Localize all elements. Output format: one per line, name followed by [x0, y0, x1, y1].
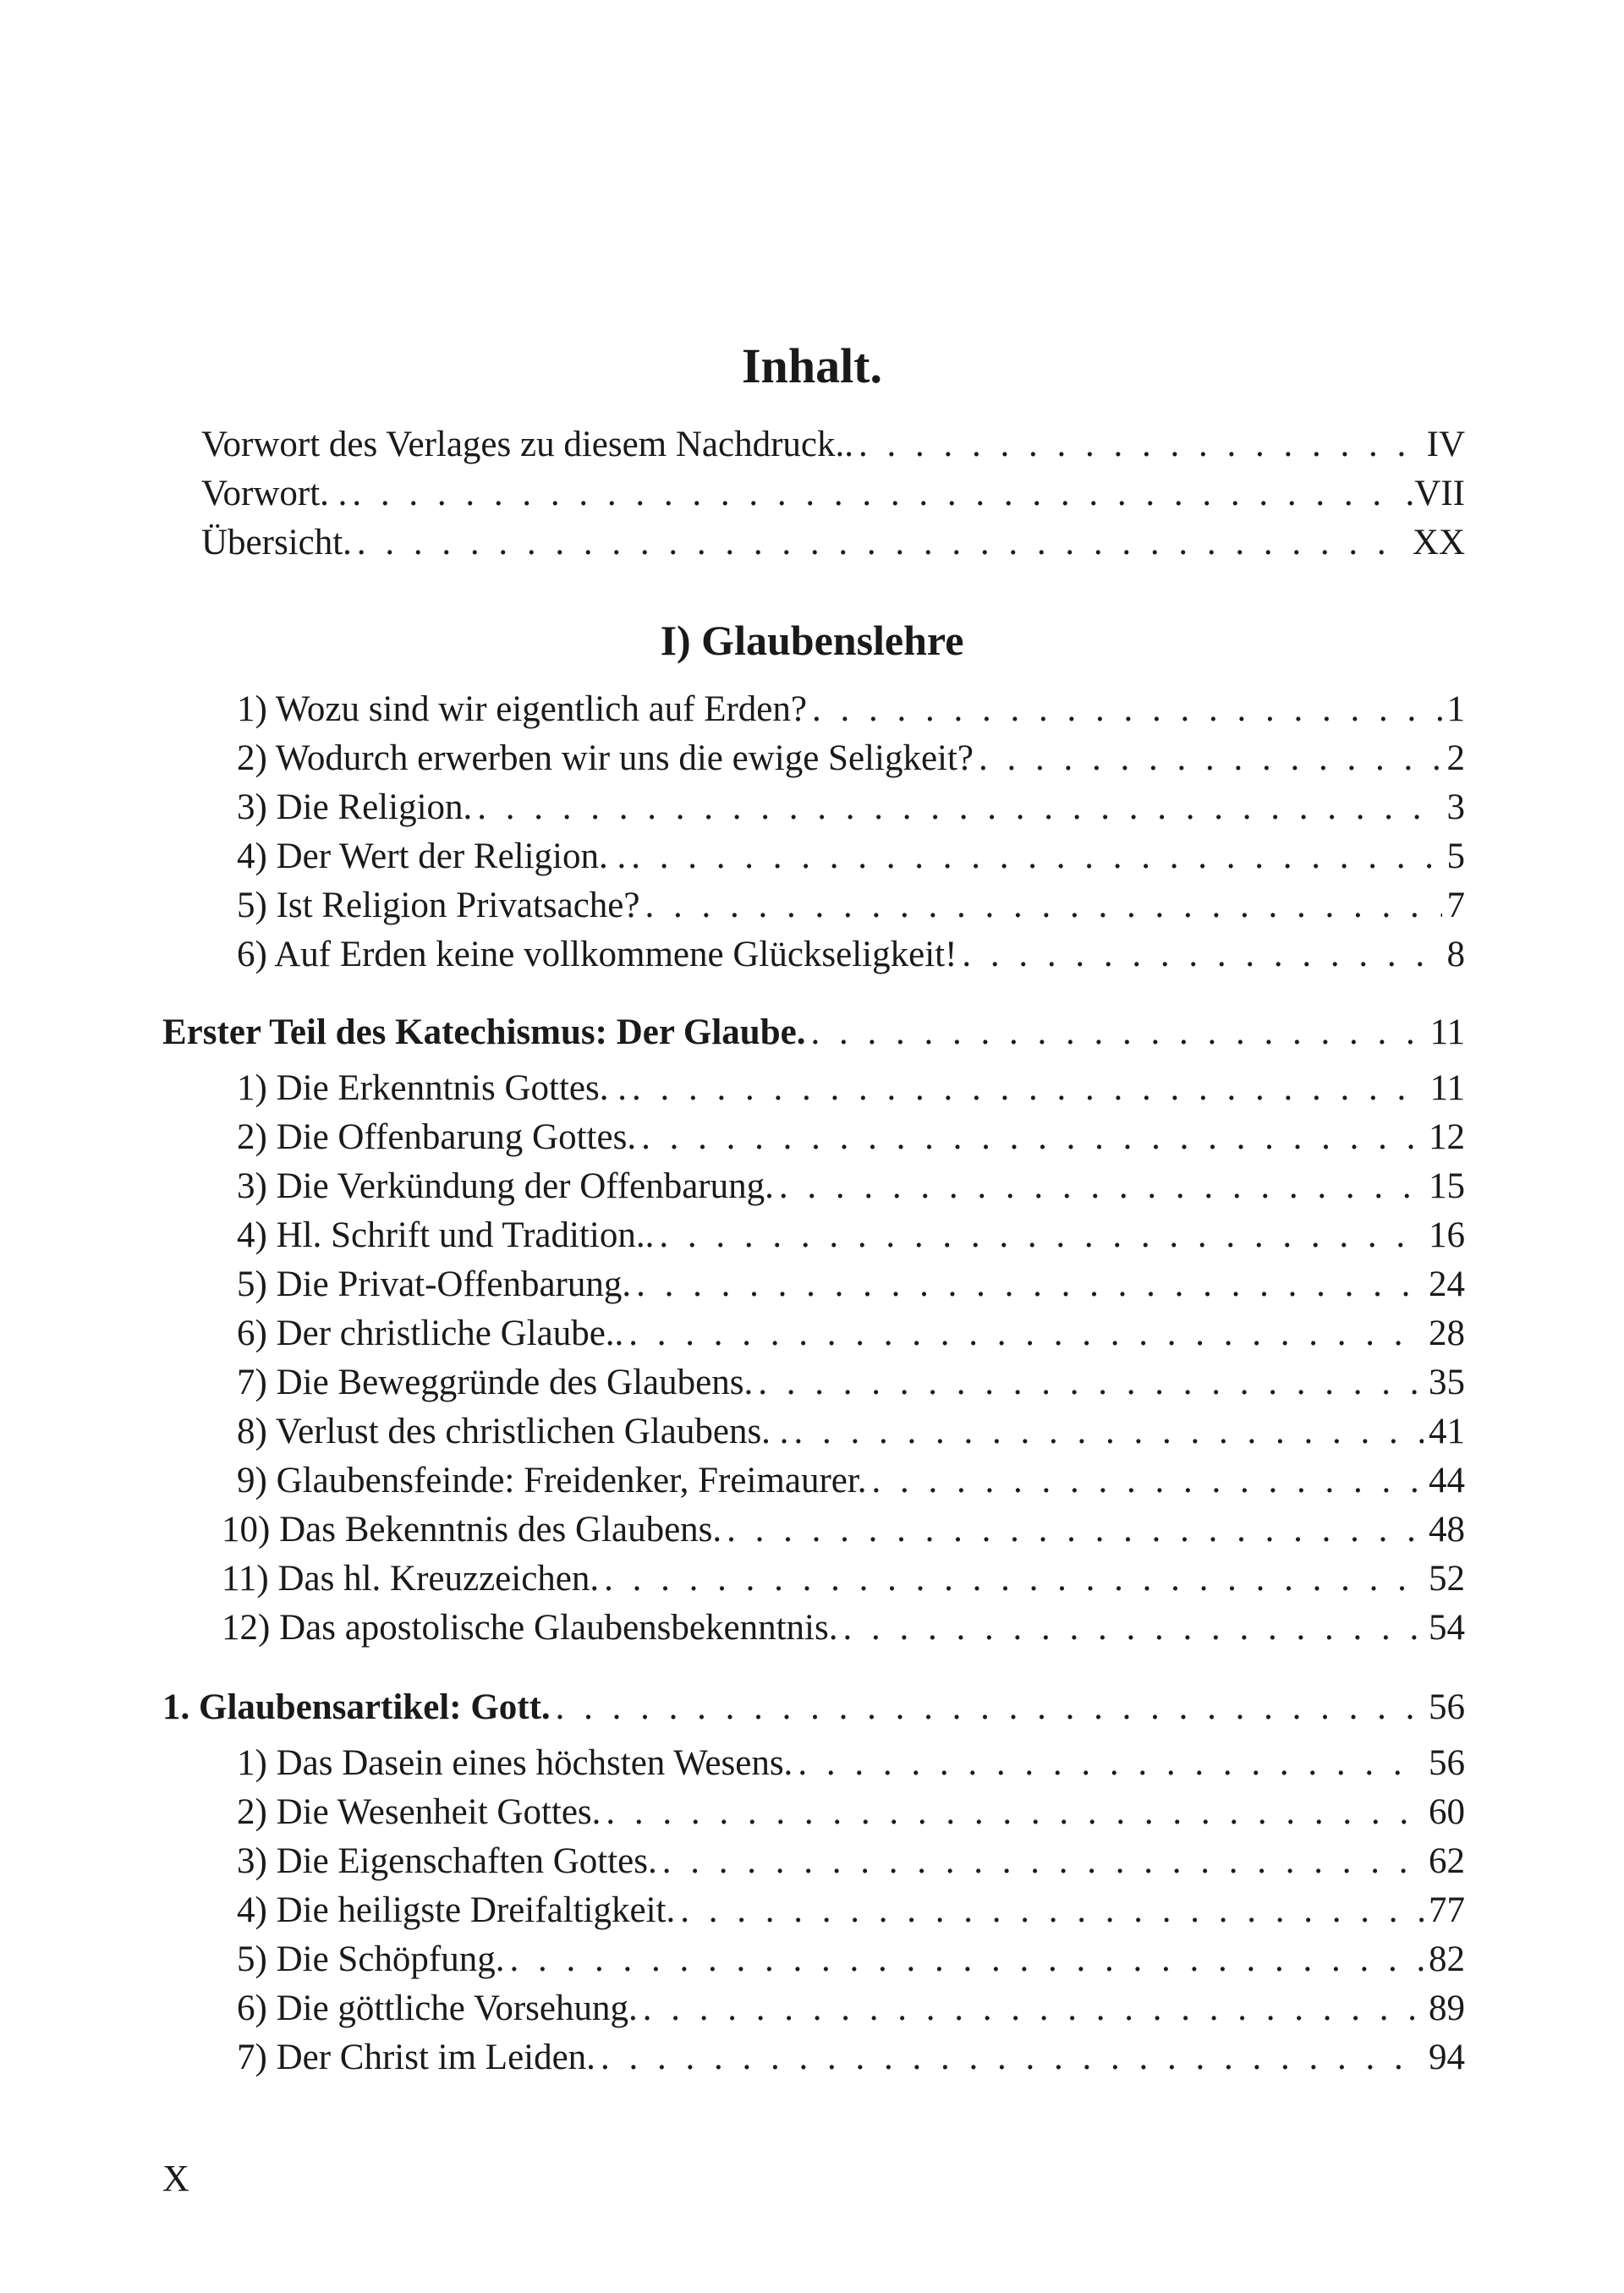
toc-entry-page: 5	[1446, 837, 1465, 876]
toc-heading-page: 11	[1429, 1012, 1465, 1052]
toc-entry	[237, 1211, 1465, 1260]
toc-entry-page: 24	[1429, 1264, 1465, 1304]
dot-leader	[632, 1064, 1425, 1113]
toc-entry	[237, 1984, 1465, 2033]
dot-leader	[680, 1886, 1424, 1935]
toc-entry-label: 2) Wodurch erwerben wir uns die ewige Seligkeit?	[237, 738, 974, 778]
page-title: Inhalt.	[741, 338, 882, 393]
toc-entry-page: 12	[1429, 1117, 1465, 1157]
toc-entry	[237, 930, 1465, 979]
toc-entry-page: IV	[1426, 425, 1465, 464]
dot-leader	[727, 1506, 1424, 1555]
dot-leader	[659, 1211, 1424, 1260]
toc-entry-label: 3) Die Eigenschaften Gottes.	[237, 1841, 657, 1881]
toc-entry-page: 1	[1446, 689, 1465, 729]
dot-leader	[962, 930, 1441, 979]
toc-entry	[237, 1886, 1465, 1935]
dot-leader	[872, 1456, 1424, 1506]
toc-entry-front-matter	[201, 469, 1465, 518]
toc-entry-page: 7	[1446, 886, 1465, 925]
dot-leader	[631, 832, 1441, 881]
dot-leader	[357, 518, 1407, 568]
toc-heading-label: Erster Teil des Katechismus: Der Glaube.	[162, 1012, 806, 1052]
toc-entry-page: 60	[1429, 1792, 1465, 1832]
toc-heading-label: 1. Glaubensartikel: Gott.	[162, 1687, 551, 1727]
dot-leader	[606, 1788, 1424, 1837]
toc-entry-label: 3) Die Verkündung der Offenbarung.	[237, 1166, 774, 1206]
toc-entry	[237, 2033, 1465, 2082]
toc-entry	[222, 1555, 1465, 1604]
toc-entry-label: 9) Glaubensfeinde: Freidenker, Freimaurer.	[237, 1461, 867, 1500]
toc-entry-page: 54	[1429, 1608, 1465, 1648]
toc-entry-page: 94	[1429, 2038, 1465, 2077]
toc-entry	[237, 685, 1465, 734]
dot-leader	[556, 1683, 1424, 1732]
toc-entry-label: Vorwort des Verlages zu diesem Nachdruck..	[201, 425, 853, 464]
toc-entry-page: 41	[1429, 1412, 1465, 1451]
toc-entry-label: 4) Die heiligste Dreifaltigkeit.	[237, 1890, 676, 1930]
toc-article-heading	[162, 1683, 1465, 1732]
dot-leader	[601, 2033, 1424, 2082]
toc-entry-page: .VII	[1405, 474, 1465, 513]
toc-entry-page: 11	[1429, 1068, 1465, 1108]
dot-leader	[645, 881, 1441, 930]
dot-leader	[636, 1260, 1424, 1309]
toc-entry	[237, 1407, 1465, 1456]
toc-entry-page: 82	[1429, 1939, 1465, 1979]
dot-leader	[842, 1604, 1424, 1653]
dot-leader	[509, 1935, 1424, 1984]
toc-entry	[237, 1788, 1465, 1837]
toc-entry	[237, 1309, 1465, 1358]
toc-entry-label: 3) Die Religion.	[237, 787, 473, 827]
toc-entry-label: 8) Verlust des christlichen Glaubens. .	[237, 1412, 789, 1451]
toc-entry-label: 2) Die Offenbarung Gottes.	[237, 1117, 637, 1157]
dot-leader	[812, 685, 1442, 734]
toc-entry-label: 4) Hl. Schrift und Tradition..	[237, 1215, 655, 1255]
toc-entry-page: XX	[1412, 523, 1465, 562]
toc-entry-label: 5) Die Privat-Offenbarung.	[237, 1264, 632, 1304]
toc-heading-page: 56	[1429, 1687, 1465, 1727]
dot-leader	[859, 420, 1422, 469]
toc-entry-label: 7) Der Christ im Leiden.	[237, 2038, 595, 2077]
toc-entry-label: 6) Die göttliche Vorsehung.	[237, 1989, 638, 2028]
toc-entry	[237, 734, 1465, 783]
toc-entry	[237, 1935, 1465, 1984]
dot-leader	[628, 1309, 1424, 1358]
toc-entry-label: 10) Das Bekenntnis des Glaubens.	[222, 1510, 722, 1550]
toc-entry-label: 1) Wozu sind wir eigentlich auf Erden?	[237, 689, 807, 729]
dot-leader	[604, 1555, 1424, 1604]
section-title: I) Glaubenslehre	[660, 617, 964, 664]
toc-entry-page: 8	[1446, 935, 1465, 974]
toc-entry-page: 77	[1429, 1890, 1465, 1930]
dot-leader	[779, 1162, 1424, 1211]
toc-entry-label: 1) Die Erkenntnis Gottes. .	[237, 1068, 627, 1108]
toc-entry-page: 35	[1429, 1363, 1465, 1402]
toc-entry	[237, 1162, 1465, 1211]
toc-entry-page: 48	[1429, 1510, 1465, 1550]
toc-entry	[237, 1113, 1465, 1162]
toc-entry	[237, 1358, 1465, 1407]
toc-entry-label: Übersicht.	[201, 523, 352, 562]
toc-entry-label: 6) Auf Erden keine vollkommene Glückseligkeit!	[237, 935, 957, 974]
toc-entry	[237, 1260, 1465, 1309]
dot-leader	[641, 1113, 1424, 1162]
toc-entry-page: 28	[1429, 1314, 1465, 1353]
toc-entry-front-matter	[201, 420, 1465, 469]
toc-entry	[237, 832, 1465, 881]
toc-entry-page: 62	[1429, 1841, 1465, 1881]
toc-entry-label: 5) Ist Religion Privatsache?	[237, 886, 640, 925]
toc-entry-label: 7) Die Beweggründe des Glaubens.	[237, 1363, 754, 1402]
dot-leader	[793, 1407, 1424, 1456]
dot-leader	[643, 1984, 1424, 2033]
toc-part-heading	[162, 1008, 1465, 1057]
dot-leader	[662, 1837, 1424, 1886]
toc-entry-label: 4) Der Wert der Religion. .	[237, 837, 627, 876]
toc-entry	[237, 881, 1465, 930]
toc-entry-label: 11) Das hl. Kreuzzeichen.	[222, 1559, 600, 1599]
toc-entry	[222, 1604, 1465, 1653]
toc-entry-label: 5) Die Schöpfung.	[237, 1939, 505, 1979]
toc-entry-label: 6) Der christliche Glaube..	[237, 1314, 624, 1353]
toc-entry	[237, 1064, 1465, 1113]
dot-leader	[477, 783, 1441, 832]
toc-entry	[237, 1739, 1465, 1788]
page-number: X	[162, 2158, 189, 2199]
toc-entry-front-matter	[201, 518, 1465, 568]
toc-entry-page: 56	[1429, 1743, 1465, 1783]
toc-entry	[222, 1506, 1465, 1555]
toc-entry	[237, 1837, 1465, 1886]
toc-entry	[237, 783, 1465, 832]
toc-entry-label: 2) Die Wesenheit Gottes.	[237, 1792, 601, 1832]
toc-entry-label: Vorwort. .	[201, 474, 348, 513]
dot-leader	[979, 734, 1441, 783]
dot-leader	[352, 469, 1400, 518]
toc-entry-page: 44	[1429, 1461, 1465, 1500]
dot-leader	[758, 1358, 1424, 1407]
dot-leader	[798, 1739, 1424, 1788]
toc-entry-page: 2	[1446, 738, 1465, 778]
toc-entry-page: 16	[1429, 1215, 1465, 1255]
toc-entry-label: 12) Das apostolische Glaubensbekenntnis.	[222, 1608, 838, 1648]
toc-entry-page: 15	[1429, 1166, 1465, 1206]
toc-entry-page: 3	[1446, 787, 1465, 827]
toc-entry-page: 89	[1429, 1989, 1465, 2028]
toc-entry-label: 1) Das Dasein eines höchsten Wesens.	[237, 1743, 793, 1783]
toc-entry	[237, 1456, 1465, 1506]
dot-leader	[810, 1008, 1424, 1057]
toc-entry-page: 52	[1429, 1559, 1465, 1599]
